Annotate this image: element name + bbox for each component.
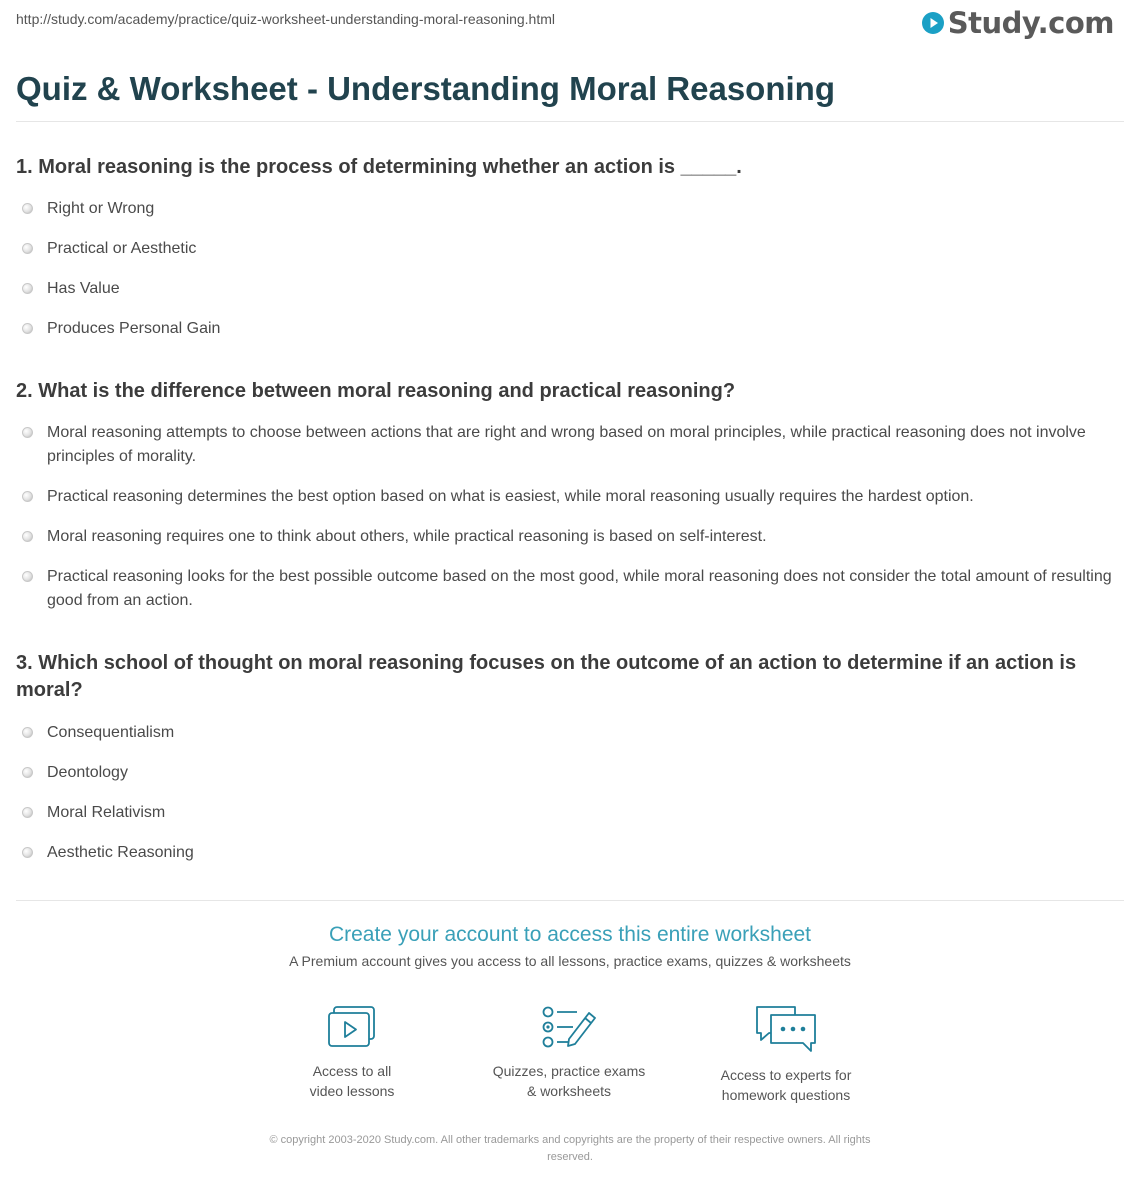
option-label: Practical reasoning looks for the best possible outcome based on the most good, while moral reasoning does not consider the total amount of resulting good from an action. xyxy=(47,568,1112,609)
quiz-checklist-icon xyxy=(539,1003,599,1051)
question-2-option-3[interactable] xyxy=(22,525,1124,549)
question-2-option-4[interactable] xyxy=(22,565,1124,613)
radio-button[interactable] xyxy=(22,531,33,542)
header-divider xyxy=(16,121,1124,122)
radio-button[interactable] xyxy=(22,727,33,738)
question-1-option-1[interactable] xyxy=(22,197,1124,221)
radio-button[interactable] xyxy=(22,427,33,438)
feature-quizzes xyxy=(469,1003,669,1101)
option-label: Moral reasoning requires one to think about others, while practical reasoning is based on self-interest. xyxy=(47,528,767,545)
footer-line-2: reserved. xyxy=(547,1151,593,1163)
radio-button[interactable] xyxy=(22,243,33,254)
question-2-title: 2. What is the difference between moral reasoning and practical reasoning? xyxy=(16,380,736,402)
question-3-option-3[interactable] xyxy=(22,801,1124,825)
option-label: Practical or Aesthetic xyxy=(47,240,197,257)
cta-subtitle: A Premium account gives you access to all lessons, practice exams, quizzes & worksheets xyxy=(289,953,851,969)
logo-text: Study.com xyxy=(947,6,1114,40)
option-label: Consequentialism xyxy=(47,724,175,741)
footer-line-1: © copyright 2003-2020 Study.com. All other trademarks and copyrights are the property of their respective owners. All rights xyxy=(269,1134,871,1146)
option-label: Deontology xyxy=(47,764,128,781)
study-logo[interactable] xyxy=(921,6,1114,40)
create-account-link[interactable]: Create your account to access this entire worksheet xyxy=(328,923,812,946)
question-1-option-3[interactable] xyxy=(22,277,1124,301)
question-3-title: 3. Which school of thought on moral reasoning focuses on the outcome of an action to determine if an action is moral? xyxy=(16,652,1077,701)
feature-line-2: homework questions xyxy=(721,1087,851,1103)
page-title: Quiz & Worksheet - Understanding Moral Reasoning xyxy=(16,70,835,107)
page-url: http://study.com/academy/practice/quiz-worksheet-understanding-moral-reasoning.html xyxy=(16,11,555,27)
feature-video-lessons xyxy=(252,1003,452,1101)
question-2-option-1[interactable] xyxy=(22,421,1124,469)
radio-button[interactable] xyxy=(22,203,33,214)
feature-line-2: & worksheets xyxy=(526,1083,612,1099)
feature-experts xyxy=(686,1003,886,1105)
feature-line-1: Access to all xyxy=(312,1063,392,1079)
question-1-option-2[interactable] xyxy=(22,237,1124,261)
feature-line-1: Access to experts for xyxy=(720,1067,852,1083)
play-icon xyxy=(921,11,945,35)
option-label: Has Value xyxy=(47,280,120,297)
radio-button[interactable] xyxy=(22,283,33,294)
option-label: Practical reasoning determines the best option based on what is easiest, while moral reasoning usually requires the hardest option. xyxy=(47,488,974,505)
question-1-option-4[interactable] xyxy=(22,317,1124,341)
copyright-footer xyxy=(210,1132,930,1166)
radio-button[interactable] xyxy=(22,847,33,858)
video-lessons-icon xyxy=(324,1003,380,1051)
feature-line-2: video lessons xyxy=(309,1083,395,1099)
option-label: Produces Personal Gain xyxy=(47,320,221,337)
option-label: Right or Wrong xyxy=(47,200,155,217)
question-3-option-1[interactable] xyxy=(22,721,1124,745)
radio-button[interactable] xyxy=(22,323,33,334)
question-2-option-2[interactable] xyxy=(22,485,1124,509)
option-label: Moral Relativism xyxy=(47,804,166,821)
cta-divider xyxy=(16,900,1124,901)
question-1-title: 1. Moral reasoning is the process of determining whether an action is _____. xyxy=(16,156,742,178)
option-label: Aesthetic Reasoning xyxy=(47,844,194,861)
radio-button[interactable] xyxy=(22,571,33,582)
question-3-option-4[interactable] xyxy=(22,841,1124,865)
radio-button[interactable] xyxy=(22,807,33,818)
radio-button[interactable] xyxy=(22,767,33,778)
chat-bubbles-icon xyxy=(753,1003,819,1055)
question-3-option-2[interactable] xyxy=(22,761,1124,785)
radio-button[interactable] xyxy=(22,491,33,502)
option-label: Moral reasoning attempts to choose between actions that are right and wrong based on moral principles, while practical reasoning does not involve principles of morality. xyxy=(47,424,1086,465)
feature-line-1: Quizzes, practice exams xyxy=(492,1063,646,1079)
